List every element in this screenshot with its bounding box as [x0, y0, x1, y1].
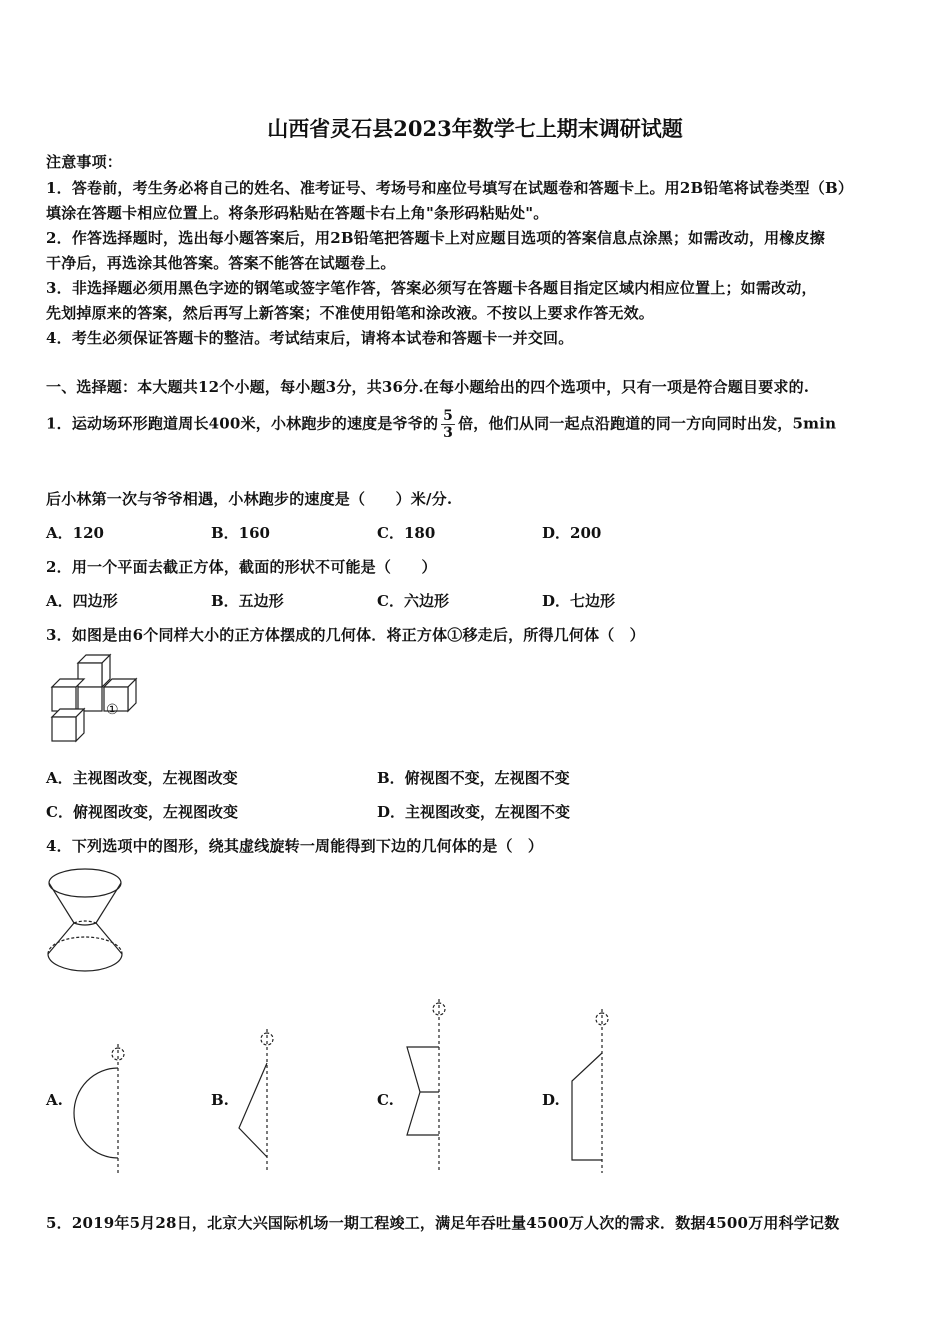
question-5-stem: 5．2019年5月28日，北京大兴国际机场一期工程竣工，满足年吞吐量4500万人次的需求．数据4500万用科学记数 [46, 1214, 840, 1232]
option-c: C．180 [377, 524, 436, 542]
notice-line: 先划掉原来的答案，然后再写上新答案；不准使用铅笔和涂改液。不按以上要求作答无效。 [46, 304, 655, 322]
question-4-stem: 4．下列选项中的图形，绕其虚线旋转一周能得到下边的几何体的是（ ） [46, 837, 544, 855]
option-c-label: C. [377, 1091, 394, 1109]
question-1-stem [46, 408, 836, 441]
fraction [441, 408, 455, 441]
option-a-label: A. [46, 1091, 63, 1109]
option-a: A．主视图改变，左视图改变 [46, 769, 238, 787]
notice-line: 1．答卷前，考生务必将自己的姓名、准考证号、考场号和座位号填写在试题卷和答题卡上。用2B铅笔将试卷类型（B） [46, 179, 854, 197]
notice-line: 4．考生必须保证答题卡的整洁。考试结束后，请将本试卷和答题卡一并交回。 [46, 329, 574, 347]
option-d: D．主视图改变，左视图不变 [377, 803, 571, 821]
section-heading: 一、选择题：本大题共12个小题，每小题3分，共36分.在每小题给出的四个选项中，只有一项是符合题目要求的. [46, 378, 810, 396]
option-d-label: D. [542, 1091, 560, 1109]
question-1-pre: 1．运动场环形跑道周长400米，小林跑步的速度是爷爷的 [46, 414, 439, 433]
fraction-numerator: 5 [443, 408, 454, 424]
page-title: 山西省灵石县2023年数学七上期末调研试题 [267, 116, 683, 141]
notice-line: 填涂在答题卡相应位置上。将条形码粘贴在答题卡右上角"条形码粘贴处"。 [46, 204, 549, 222]
double-cone-figure [44, 866, 128, 976]
question-3-stem: 3．如图是由6个同样大小的正方体摆成的几何体．将正方体①移走后，所得几何体（ ） [46, 626, 645, 644]
notice-line: 3．非选择题必须用黑色字迹的钢笔或签字笔作答，答案必须写在答题卡各题目指定区域内相应位置上；如需改动， [46, 279, 817, 297]
option-b: B．160 [211, 524, 270, 542]
cube-figure [44, 655, 144, 751]
option-c-figure [400, 995, 460, 1175]
option-a: A．四边形 [46, 592, 118, 610]
option-a-figure [70, 1040, 130, 1175]
option-b: B．五边形 [211, 592, 284, 610]
notice-heading: 注意事项： [46, 153, 123, 171]
question-2-stem: 2．用一个平面去截正方体，截面的形状不可能是（ ） [46, 558, 437, 576]
option-a: A．120 [46, 524, 104, 542]
option-c: C．六边形 [377, 592, 449, 610]
option-b: B．俯视图不变，左视图不变 [377, 769, 570, 787]
option-c: C．俯视图改变，左视图改变 [46, 803, 238, 821]
option-b-label: B. [211, 1091, 229, 1109]
question-1-post: 倍，他们从同一起点沿跑道的同一方向同时出发，5min [458, 414, 837, 433]
question-1-line2: 后小林第一次与爷爷相遇，小林跑步的速度是（ ）米/分. [46, 490, 453, 508]
option-b-figure [232, 1025, 292, 1175]
fraction-denominator: 3 [443, 425, 454, 441]
option-d-figure [565, 1005, 625, 1175]
option-d: D．200 [542, 524, 602, 542]
cube-mark: ① [106, 702, 119, 718]
notice-line: 2．作答选择题时，选出每小题答案后，用2B铅笔把答题卡上对应题目选项的答案信息点涂黑；如需改动，用橡皮擦 [46, 229, 825, 247]
notice-line: 干净后，再选涂其他答案。答案不能答在试题卷上。 [46, 254, 396, 272]
option-d: D．七边形 [542, 592, 616, 610]
